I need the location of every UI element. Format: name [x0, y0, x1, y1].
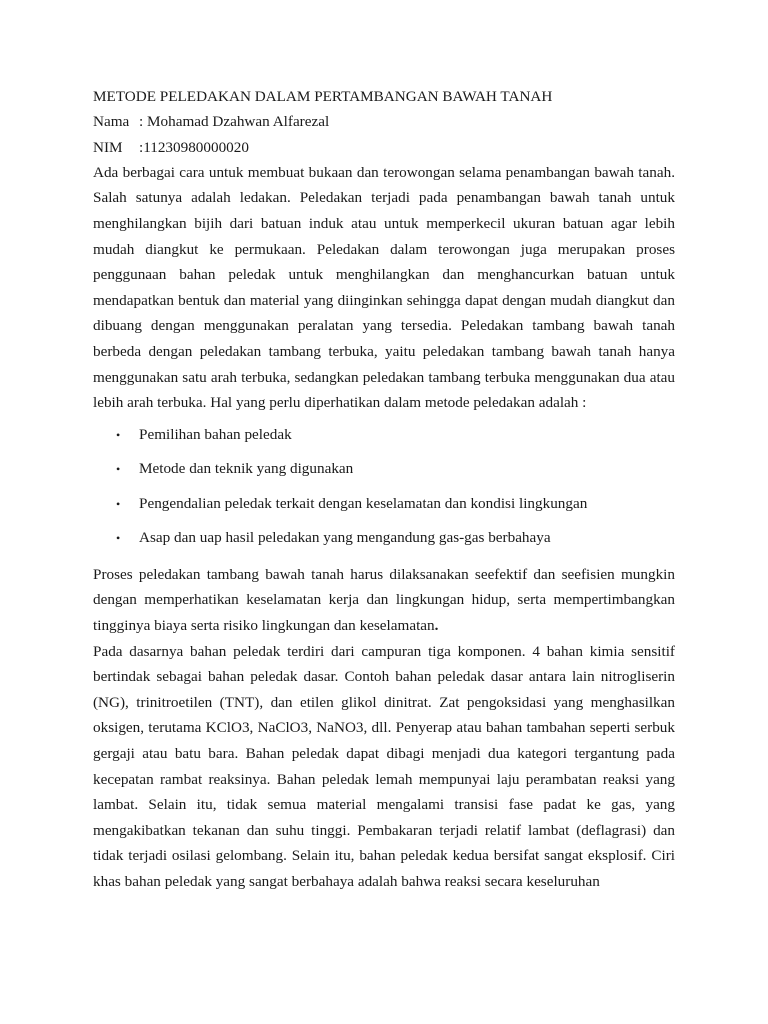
- paragraph-components: Pada dasarnya bahan peledak terdiri dari campuran tiga komponen. 4 bahan kimia sensitif bertindak sebagai bahan peledak dasar. Contoh bahan peledak dasar antara lain nitrogliserin (NG), trinitroetilen (TNT), dan etilen glikol dinitrat. Zat pengoksidasi yang menghasilkan oksigen, terutama KClO3, NaClO3, NaNO3, dll. Penyerap atau bahan tambahan seperti serbuk gergaji atau batu bara. Bahan peledak dapat dibagi menjadi dua kategori tergantung pada kecepatan rambat reaksinya. Bahan peledak lemah mempunyai laju perambatan reaksi yang lambat. Selain itu, tidak semua material mengalami transisi fase padat ke gas, yang mengakibatkan tekanan dan suhu tinggi. Pembakaran terjadi relatif lambat (deflagrasi) dan tidak terjadi osilasi gelombang. Selain itu, bahan peledak kedua bersifat sangat eksplosif. Ciri khas bahan peledak yang sangat berbahaya adalah bahwa reaksi secara keseluruhan: [93, 642, 675, 890]
- bullet-list: [93, 424, 675, 550]
- bullet-icon: •: [116, 531, 121, 546]
- name-row: [93, 109, 675, 134]
- bullet-icon: •: [116, 462, 121, 477]
- bullet-text: Asap dan uap hasil peledakan yang mengandung gas-gas berbahaya: [139, 529, 551, 547]
- name-value: : Mohamad Dzahwan Alfarezal: [139, 113, 330, 131]
- nim-label: NIM: [93, 138, 123, 156]
- list-item: [93, 424, 675, 446]
- document-body: [93, 84, 675, 895]
- name-label: Nama: [93, 113, 130, 131]
- nim-value: :11230980000020: [139, 138, 249, 156]
- paragraph-process: [93, 562, 675, 639]
- bullet-text: Pemilihan bahan peledak: [139, 425, 292, 443]
- list-item: [93, 527, 675, 549]
- nim-row: [93, 135, 675, 160]
- paragraph-process-period: .: [434, 617, 439, 635]
- document-title: METODE PELEDAKAN DALAM PERTAMBANGAN BAWAH TANAH: [93, 88, 553, 105]
- bullet-text: Pengendalian peledak terkait dengan keselamatan dan kondisi lingkungan: [139, 494, 588, 512]
- bullet-icon: •: [116, 496, 121, 511]
- list-item: [93, 458, 675, 480]
- bullet-icon: •: [116, 427, 121, 442]
- list-item: [93, 493, 675, 515]
- bullet-text: Metode dan teknik yang digunakan: [139, 460, 354, 478]
- paragraph-intro: Ada berbagai cara untuk membuat bukaan dan terowongan selama penambangan bawah tanah. Salah satunya adalah ledakan. Peledakan terjadi pada penambangan bawah tanah untuk menghilangkan bijih dari batuan induk atau untuk memperkecil ukuran batuan agar lebih mudah diangkut ke permukaan. Peledakan dalam terowongan juga merupakan proses penggunaan bahan peledak untuk menghilangkan dan menghancurkan batuan untuk mendapatkan bentuk dan material yang diinginkan sehingga dapat dengan mudah diangkut dan dibuang dengan menggunakan peralatan yang tersedia. Peledakan tambang bawah tanah berbeda dengan peledakan tambang terbuka, yaitu peledakan tambang bawah tanah hanya menggunakan satu arah terbuka, sedangkan peledakan tambang terbuka menggunakan dua atau lebih arah terbuka. Hal yang perlu diperhatikan dalam metode peledakan adalah :: [93, 163, 675, 412]
- paragraph-process-text: Proses peledakan tambang bawah tanah harus dilaksanakan seefektif dan seefisien mungkin dengan memperhatikan keselamatan kerja dan lingkungan hidup, serta mempertimbangkan tingginya biaya serta risiko lingkungan dan keselamatan: [93, 565, 675, 635]
